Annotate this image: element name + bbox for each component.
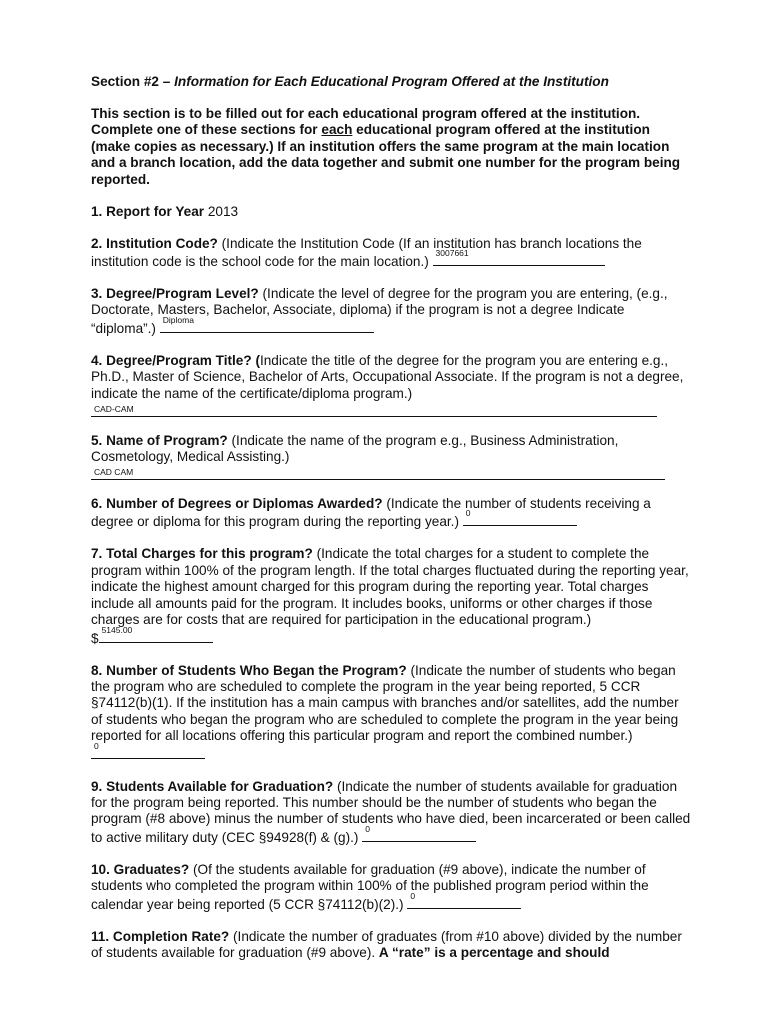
program-name-field[interactable]: CAD CAM [91, 467, 665, 480]
currency-symbol: $ [91, 630, 99, 646]
section-title: Section #2 – Information for Each Educational Program Offered at the Institution [91, 74, 609, 89]
institution-code-field[interactable]: 3007661 [433, 252, 605, 266]
question-degree-level: 3. Degree/Program Level? (Indicate the level of degree for the program you are entering, (e.g., Doctorate, Masters, Bachelor, Associate, diploma) if the program is not a degree Indicate “diploma”.) Diploma [91, 286, 668, 336]
question-students-began: 8. Number of Students Who Began the Program? (Indicate the number of students who began the program who are scheduled to complete the program in the year being reported, 5 CCR §74112(b)(1). If the institution has a main campus with branches and/or satellites, add the number of students who began the program who are scheduled to complete the program in the year being reported for all locations offering this particular program and report the combined number.) 0 [91, 663, 691, 763]
degrees-awarded-field[interactable]: 0 [463, 512, 577, 526]
graduates-field[interactable]: 0 [407, 895, 521, 909]
question-degrees-awarded: 6. Number of Degrees or Diplomas Awarded? (Indicate the number of students receiving a degree or diploma for this program during the reporting year.) 0 [91, 496, 651, 530]
question-report-year: 1. Report for Year 2013 [91, 203, 239, 219]
question-program-name: 5. Name of Program? (Indicate the name of the program e.g., Business Administration, Cosmetology, Medical Assisting.) CAD CAM [91, 433, 691, 481]
question-students-available: 9. Students Available for Graduation? (Indicate the number of students available for graduation for the program being reported. This number should be the number of students who began the program (#8 above) minus the number of students who have died, been incarcerated or been called to active military duty (CEC §94928(f) & (g).) 0 [91, 778, 691, 845]
question-total-charges: 7. Total Charges for this program? (Indicate the total charges for a student to complete the program within 100% of the program length. If the total charges fluctuated during the reporting year, indicate the highest amount charged for this program during the reporting year. Total charges include all amounts paid for the program. It includes books, uniforms or other charges if those charges are for costs that are required for participation in the educational program.) $ 5145.00 [91, 546, 689, 646]
form-page [91, 74, 691, 961]
section-instructions: This section is to be filled out for each educational program offered at the institution. Complete one of these sections for each educational program offered at the institution (make copies as necessary.) If an institution offers the same program at the main location and a branch location, add the data together and submit one number for the program being reported. [91, 106, 681, 187]
question-institution-code: 2. Institution Code? (Indicate the Institution Code (If an institution has branch locations the institution code is the school code for the main location.) 3007661 [91, 235, 642, 270]
question-degree-title: 4. Degree/Program Title? (Indicate the title of the degree for the program you are entering e.g., Ph.D., Master of Science, Bachelor of Arts, Occupational Associate. If the program is not a degree, indicate the name of the certificate/diploma program.) CAD-CAM [91, 353, 691, 417]
students-began-field[interactable]: 0 [91, 745, 205, 759]
degree-title-field[interactable]: CAD-CAM [91, 404, 657, 417]
question-completion-rate: 11. Completion Rate? (Indicate the number of graduates (from #10 above) divided by the number of students available for graduation (#9 above). A “rate” is a percentage and should [91, 928, 682, 960]
students-available-field[interactable]: 0 [362, 828, 476, 842]
degree-level-field[interactable]: Diploma [160, 319, 374, 333]
report-year-value: 2013 [207, 203, 239, 219]
emphasis-each: each [321, 122, 353, 138]
total-charges-field[interactable]: 5145.00 [99, 629, 213, 643]
question-graduates: 10. Graduates? (Of the students available for graduation (#9 above), indicate the number of students who completed the program within 100% of the published program period within the calendar year being reported (5 CCR §74112(b)(2).) 0 [91, 861, 649, 912]
